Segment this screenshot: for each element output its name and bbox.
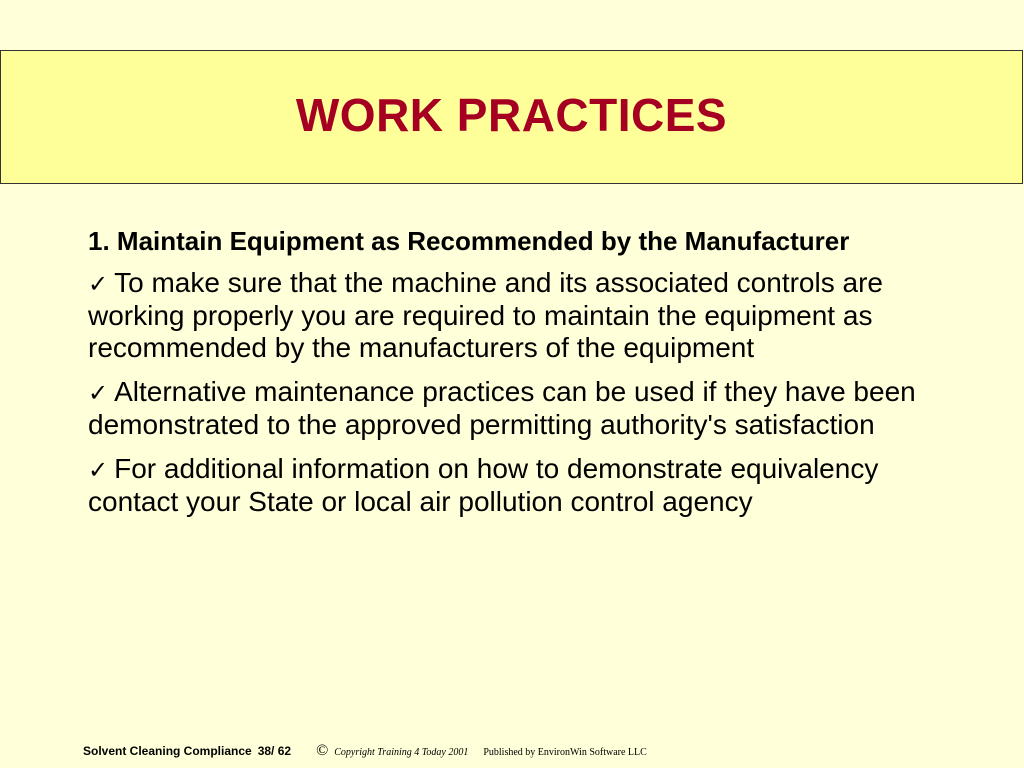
checkmark-icon: ✓	[88, 379, 109, 407]
slide-content	[88, 225, 948, 530]
checkmark-icon: ✓	[88, 456, 109, 484]
slide-title: WORK PRACTICES	[295, 89, 728, 141]
bullet-text: For additional information on how to demonstrate equivalency contact your State or local air pollution control agency	[88, 453, 879, 517]
bullet-text: Alternative maintenance practices can be used if they have been demonstrated to the approved permitting authority's satisfaction	[88, 376, 916, 440]
publisher-text: Published by EnvironWin Software LLC	[483, 747, 647, 758]
copyright-text: Copyright Training 4 Today 2001	[334, 747, 469, 758]
bullet-item	[88, 453, 948, 518]
bullet-item	[88, 267, 948, 364]
copyright-icon: ©	[316, 742, 329, 759]
course-name: Solvent Cleaning Compliance	[83, 744, 252, 758]
page-number: 38/ 62	[257, 744, 292, 758]
section-heading: 1. Maintain Equipment as Recommended by the Manufacturer	[88, 226, 850, 256]
bullet-item	[88, 376, 948, 441]
bullet-text: To make sure that the machine and its associated controls are working properly you are required to maintain the equipment as recommended by the manufacturers of the equipment	[88, 267, 883, 363]
slide-footer	[83, 742, 647, 760]
checkmark-icon: ✓	[88, 270, 109, 298]
title-banner	[0, 50, 1023, 184]
